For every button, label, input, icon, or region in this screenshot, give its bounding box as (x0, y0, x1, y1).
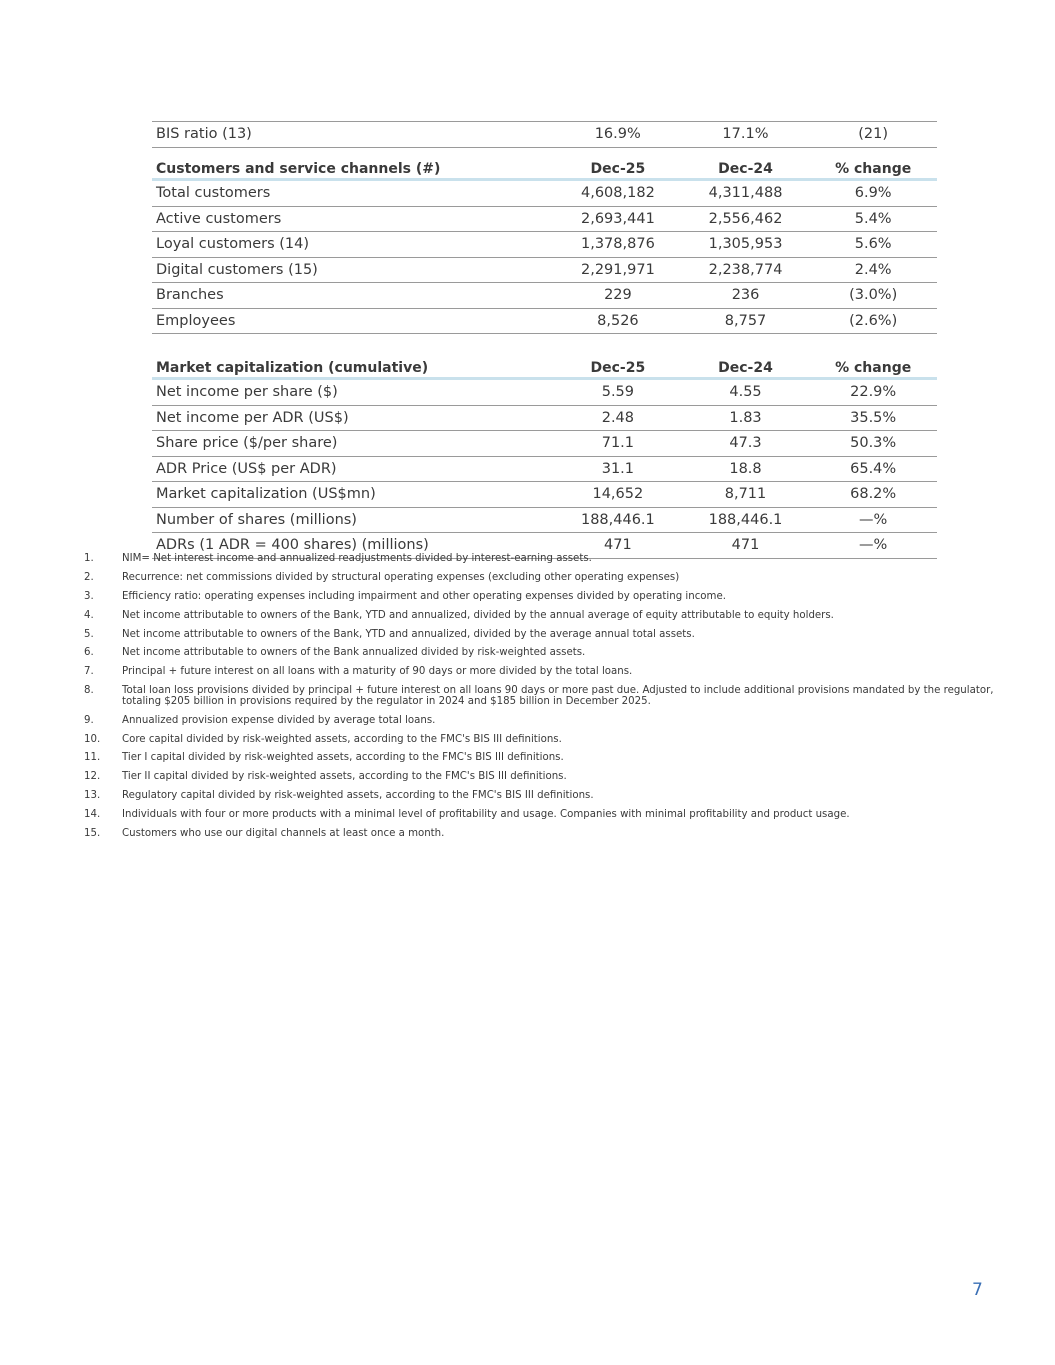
market-cap-table (152, 349, 937, 559)
footnote-number: 15. (84, 827, 101, 839)
customers-table (152, 150, 937, 334)
header-dec24: Dec-24 (682, 150, 810, 180)
customers-table-body (152, 180, 937, 334)
dec24-value: 8,757 (682, 308, 810, 334)
table-row (152, 308, 937, 334)
table-header-label: Market capitalization (cumulative) (152, 349, 554, 379)
header-dec24: Dec-24 (682, 349, 810, 379)
change-value: 5.4% (809, 206, 937, 232)
dec24-value: 236 (682, 283, 810, 309)
dec25-value: 2,693,441 (554, 206, 682, 232)
footnote-number: 13. (84, 790, 101, 802)
footnote-number: 12. (84, 771, 101, 783)
footnote-item (84, 667, 1014, 678)
footnote-item (84, 772, 1014, 783)
table-row (152, 180, 937, 207)
footnote-number: 14. (84, 809, 101, 821)
row-label: Active customers (152, 206, 554, 232)
footnote-item (84, 592, 1014, 603)
dec25-value: 188,446.1 (554, 507, 682, 533)
dec24-value: 17.1% (682, 122, 810, 148)
change-value: 50.3% (809, 431, 937, 457)
page-number: 7 (972, 1280, 983, 1300)
bis-ratio-table (152, 121, 937, 148)
footnote-text: Net income attributable to owners of the Bank annualized divided by risk-weighted assets. (122, 647, 586, 659)
footnote-text: NIM= Net interest income and annualized readjustments divided by interest-earning assets. (122, 553, 592, 564)
dec25-value: 2.48 (554, 405, 682, 431)
dec24-value: 188,446.1 (682, 507, 810, 533)
footnote-number: 4. (84, 609, 94, 621)
dec24-value: 4,311,488 (682, 180, 810, 207)
footnote-text: Annualized provision expense divided by average total loans. (122, 714, 436, 726)
footnote-item (84, 735, 1014, 746)
footnote-item (84, 611, 1014, 622)
dec25-value: 16.9% (554, 122, 682, 148)
dec24-value: 18.8 (682, 456, 810, 482)
table-row (152, 122, 937, 148)
dec24-value: 1,305,953 (682, 232, 810, 258)
table-row (152, 431, 937, 457)
table-row (152, 257, 937, 283)
table-header-row (152, 349, 937, 379)
footnote-number: 2. (84, 571, 94, 583)
header-change: % change (809, 150, 937, 180)
change-value: 68.2% (809, 482, 937, 508)
footnote-text: Principal + future interest on all loans with a maturity of 90 days or more divided by the total loans. (122, 666, 633, 678)
dec25-value: 4,608,182 (554, 180, 682, 207)
change-value: 35.5% (809, 405, 937, 431)
row-label: ADRs (1 ADR = 400 shares) (millions) (152, 533, 554, 559)
dec24-value: 8,711 (682, 482, 810, 508)
row-label: Net income per ADR (US$) (152, 405, 554, 431)
table-row (152, 206, 937, 232)
change-value: (3.0%) (809, 283, 937, 309)
dec25-value: 71.1 (554, 431, 682, 457)
footnotes-list (84, 554, 1014, 848)
footnote-item (84, 716, 1014, 727)
header-dec25: Dec-25 (554, 150, 682, 180)
dec25-value: 8,526 (554, 308, 682, 334)
footnote-text: Customers who use our digital channels at least once a month. (122, 827, 445, 839)
row-label: Loyal customers (14) (152, 232, 554, 258)
dec24-value: 2,556,462 (682, 206, 810, 232)
dec25-value: 14,652 (554, 482, 682, 508)
table-row (152, 456, 937, 482)
dec25-value: 31.1 (554, 456, 682, 482)
row-label: Number of shares (millions) (152, 507, 554, 533)
row-label: Digital customers (15) (152, 257, 554, 283)
dec24-value: 471 (682, 533, 810, 559)
footnote-item (84, 648, 1014, 659)
change-value: 6.9% (809, 180, 937, 207)
dec24-value: 47.3 (682, 431, 810, 457)
dec25-value: 2,291,971 (554, 257, 682, 283)
dec25-value: 1,378,876 (554, 232, 682, 258)
dec24-value: 1.83 (682, 405, 810, 431)
footnote-text: Efficiency ratio: operating expenses including impairment and other operating expenses divided by operating income. (122, 590, 726, 602)
footnote-number: 10. (84, 733, 101, 745)
market-table-body (152, 379, 937, 559)
table-row (152, 232, 937, 258)
footnote-text: Tier I capital divided by risk-weighted assets, according to the FMC's BIS III definitions. (122, 752, 564, 764)
footnote-item (84, 573, 1014, 584)
footnote-text: Tier II capital divided by risk-weighted assets, according to the FMC's BIS III definitions. (122, 771, 567, 783)
row-label: Net income per share ($) (152, 379, 554, 406)
footnote-item (84, 686, 1014, 707)
footnote-number: 3. (84, 590, 94, 602)
footnote-number: 5. (84, 628, 94, 640)
footnote-text: Total loan loss provisions divided by principal + future interest on all loans 90 days or more past due. Adjusted to include additional provisions mandated by the regulator, totaling $205 billion in provisions required by the regulator in 2024 and $185 billion in December 2025. (122, 685, 994, 707)
row-label: Share price ($/per share) (152, 431, 554, 457)
change-value: 2.4% (809, 257, 937, 283)
footnote-text: Net income attributable to owners of the Bank, YTD and annualized, divided by the annual average of equity attributable to equity holders. (122, 609, 834, 621)
header-dec25: Dec-25 (554, 349, 682, 379)
footnote-number: 1. (84, 553, 94, 564)
dec25-value: 471 (554, 533, 682, 559)
footnote-number: 8. (84, 685, 94, 697)
footnote-number: 9. (84, 714, 94, 726)
footnote-text: Individuals with four or more products with a minimal level of profitability and usage. Companies with minimal profitability and product usage. (122, 809, 850, 821)
change-value: 65.4% (809, 456, 937, 482)
footnote-item (84, 829, 1014, 840)
change-value: —% (809, 507, 937, 533)
footnote-text: Net income attributable to owners of the Bank, YTD and annualized, divided by the average annual total assets. (122, 628, 695, 640)
table-header-label: Customers and service channels (#) (152, 150, 554, 180)
footnote-number: 6. (84, 647, 94, 659)
footnote-item (84, 630, 1014, 641)
footnote-text: Core capital divided by risk-weighted assets, according to the FMC's BIS III definitions. (122, 733, 562, 745)
row-label: ADR Price (US$ per ADR) (152, 456, 554, 482)
row-label: Market capitalization (US$mn) (152, 482, 554, 508)
dec24-value: 2,238,774 (682, 257, 810, 283)
table-header-row (152, 150, 937, 180)
change-value: 5.6% (809, 232, 937, 258)
change-value: (21) (809, 122, 937, 148)
table-row (152, 507, 937, 533)
table-row (152, 283, 937, 309)
footnote-text: Recurrence: net commissions divided by structural operating expenses (excluding other operating expenses) (122, 571, 680, 583)
row-label: Total customers (152, 180, 554, 207)
row-label: Employees (152, 308, 554, 334)
header-change: % change (809, 349, 937, 379)
dec25-value: 5.59 (554, 379, 682, 406)
footnote-item (84, 791, 1014, 802)
footnote-item (84, 554, 1014, 565)
dec25-value: 229 (554, 283, 682, 309)
footnote-text: Regulatory capital divided by risk-weighted assets, according to the FMC's BIS III definitions. (122, 790, 594, 802)
footnote-number: 11. (84, 752, 101, 764)
change-value: 22.9% (809, 379, 937, 406)
row-label: BIS ratio (13) (152, 122, 554, 148)
table-row (152, 482, 937, 508)
footnote-number: 7. (84, 666, 94, 678)
footnote-item (84, 810, 1014, 821)
row-label: Branches (152, 283, 554, 309)
table-row (152, 379, 937, 406)
table-row (152, 405, 937, 431)
footnote-item (84, 753, 1014, 764)
change-value: (2.6%) (809, 308, 937, 334)
dec24-value: 4.55 (682, 379, 810, 406)
change-value: —% (809, 533, 937, 559)
